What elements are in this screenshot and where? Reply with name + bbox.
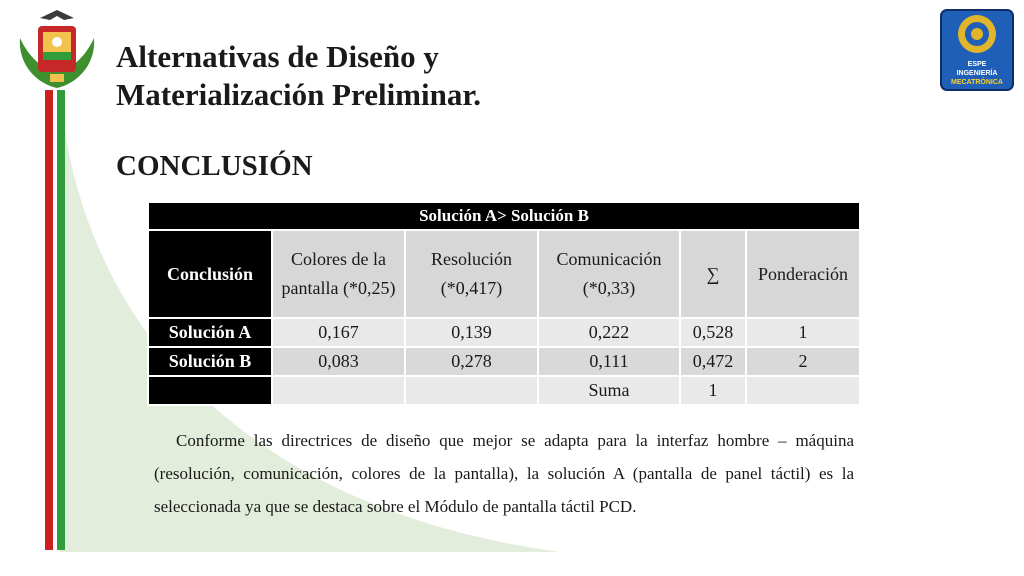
- header-sum: ∑: [680, 230, 746, 318]
- header-colores: Colores de la pantalla (*0,25): [272, 230, 405, 318]
- conclusion-paragraph: Conforme las directrices de diseño que mejor se adapta para la interfaz hombre – máquina (resolución, comunicación, colores de la pantalla), la solución A (pantalla de panel táctil) es la seleccionada ya que se destaca sobre el Módulo de pantalla táctil PCD.: [154, 431, 854, 516]
- header-ponderacion: Ponderación: [746, 230, 860, 318]
- row-label: [148, 376, 272, 405]
- table-cell: 0,167: [272, 318, 405, 347]
- table-cell: [405, 376, 538, 405]
- logo-text-espe: ESPE: [967, 61, 987, 68]
- table-row: [148, 318, 860, 347]
- slide-title: [116, 38, 481, 114]
- table-cell-sum-label: Suma: [538, 376, 680, 405]
- table-cell: 0,111: [538, 347, 680, 376]
- header-resolucion: Resolución (*0,417): [405, 230, 538, 318]
- row-label: Solución A: [148, 318, 272, 347]
- table-cell: [746, 376, 860, 405]
- table-cell: 0,083: [272, 347, 405, 376]
- espe-mecatronica-logo: [939, 8, 1015, 92]
- table-cell: 0,528: [680, 318, 746, 347]
- table-header-row: [148, 230, 860, 318]
- logo-text-ingenieria: INGENIERÍA: [956, 70, 998, 77]
- table-cell-sum-value: 1: [680, 376, 746, 405]
- red-stripe: [45, 90, 53, 550]
- table-cell: 0,278: [405, 347, 538, 376]
- coat-of-arms-logo: [10, 8, 104, 90]
- header-comunicacion: Comunicación (*0,33): [538, 230, 680, 318]
- table-cell: [272, 376, 405, 405]
- table-caption: Solución A> Solución B: [148, 202, 860, 230]
- table-cell: 0,472: [680, 347, 746, 376]
- table-cell: 0,139: [405, 318, 538, 347]
- table-row: [148, 347, 860, 376]
- table-caption-row: [148, 202, 860, 230]
- row-label: Solución B: [148, 347, 272, 376]
- table-cell: 1: [746, 318, 860, 347]
- title-line-1: Alternativas de Diseño y: [116, 39, 439, 74]
- table-cell: 0,222: [538, 318, 680, 347]
- section-heading: CONCLUSIÓN: [116, 150, 313, 182]
- table-cell: 2: [746, 347, 860, 376]
- header-conclusion: Conclusión: [148, 230, 272, 318]
- table-row: [148, 376, 860, 405]
- comparison-table: [147, 201, 861, 406]
- green-stripe: [57, 90, 65, 550]
- logo-text-mecatronica: MECATRÓNICA: [951, 79, 1003, 86]
- title-line-2: Materialización Preliminar.: [116, 77, 482, 112]
